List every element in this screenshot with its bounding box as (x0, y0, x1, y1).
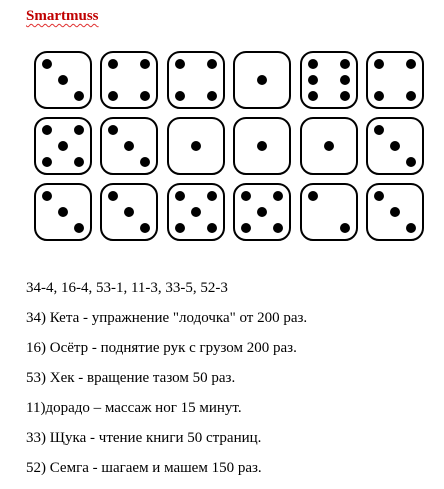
die-pip (42, 125, 52, 135)
task-line-16: 16) Осётр - поднятие рук с грузом 200 раз. (26, 340, 297, 356)
die-pip (257, 207, 267, 217)
code-summary-line: 34-4, 16-4, 53-1, 11-3, 33-5, 52-3 (26, 280, 228, 296)
brand-title: Smartmuss (26, 8, 99, 24)
die (167, 51, 225, 109)
die-pip (140, 59, 150, 69)
die-pip (175, 59, 185, 69)
task-line-52: 52) Семга - шагаем и машем 150 раз. (26, 460, 262, 476)
die (366, 117, 424, 175)
die (233, 183, 291, 241)
die (167, 117, 225, 175)
die-pip (108, 125, 118, 135)
die (34, 183, 92, 241)
die-pip (257, 75, 267, 85)
die-pip (207, 223, 217, 233)
die-pip (374, 91, 384, 101)
die (233, 117, 291, 175)
die-pip (273, 223, 283, 233)
die-pip (74, 223, 84, 233)
die (34, 117, 92, 175)
die-pip (74, 125, 84, 135)
die-pip (340, 91, 350, 101)
die-pip (191, 141, 201, 151)
die-pip (175, 191, 185, 201)
die (167, 183, 225, 241)
die-pip (42, 59, 52, 69)
die (100, 117, 158, 175)
die-pip (374, 125, 384, 135)
die (34, 51, 92, 109)
die-pip (124, 207, 134, 217)
die (300, 117, 358, 175)
die-pip (140, 157, 150, 167)
die (366, 51, 424, 109)
die-pip (42, 191, 52, 201)
die-pip (390, 207, 400, 217)
die-pip (108, 191, 118, 201)
task-line-11: 11)дорадо – массаж ног 15 минут. (26, 400, 242, 416)
die-pip (273, 191, 283, 201)
die-pip (207, 191, 217, 201)
die-pip (58, 141, 68, 151)
die-pip (175, 91, 185, 101)
die-pip (241, 191, 251, 201)
die-pip (406, 157, 416, 167)
die-pip (207, 91, 217, 101)
die-pip (140, 91, 150, 101)
die-pip (406, 91, 416, 101)
die-pip (374, 59, 384, 69)
die-pip (241, 223, 251, 233)
die-pip (308, 91, 318, 101)
die-pip (74, 91, 84, 101)
die (100, 183, 158, 241)
die-pip (308, 75, 318, 85)
die-pip (58, 207, 68, 217)
die-pip (374, 191, 384, 201)
die-pip (140, 223, 150, 233)
die (300, 183, 358, 241)
die-pip (308, 191, 318, 201)
task-line-33: 33) Щука - чтение книги 50 страниц. (26, 430, 262, 446)
die-pip (74, 157, 84, 167)
die-pip (42, 157, 52, 167)
die-pip (340, 223, 350, 233)
task-line-53: 53) Хек - вращение тазом 50 раз. (26, 370, 236, 386)
die-pip (340, 59, 350, 69)
die-pip (191, 207, 201, 217)
die-pip (390, 141, 400, 151)
die-pip (58, 75, 68, 85)
die (300, 51, 358, 109)
die-pip (406, 223, 416, 233)
dice-grid (34, 51, 424, 241)
die-pip (324, 141, 334, 151)
task-line-34: 34) Кета - упражнение "лодочка" от 200 раз. (26, 310, 308, 326)
die-pip (108, 59, 118, 69)
die-pip (175, 223, 185, 233)
die-pip (406, 59, 416, 69)
die-pip (207, 59, 217, 69)
die-pip (124, 141, 134, 151)
die-pip (108, 91, 118, 101)
die (366, 183, 424, 241)
die-pip (257, 141, 267, 151)
die-pip (340, 75, 350, 85)
die (100, 51, 158, 109)
die (233, 51, 291, 109)
die-pip (308, 59, 318, 69)
